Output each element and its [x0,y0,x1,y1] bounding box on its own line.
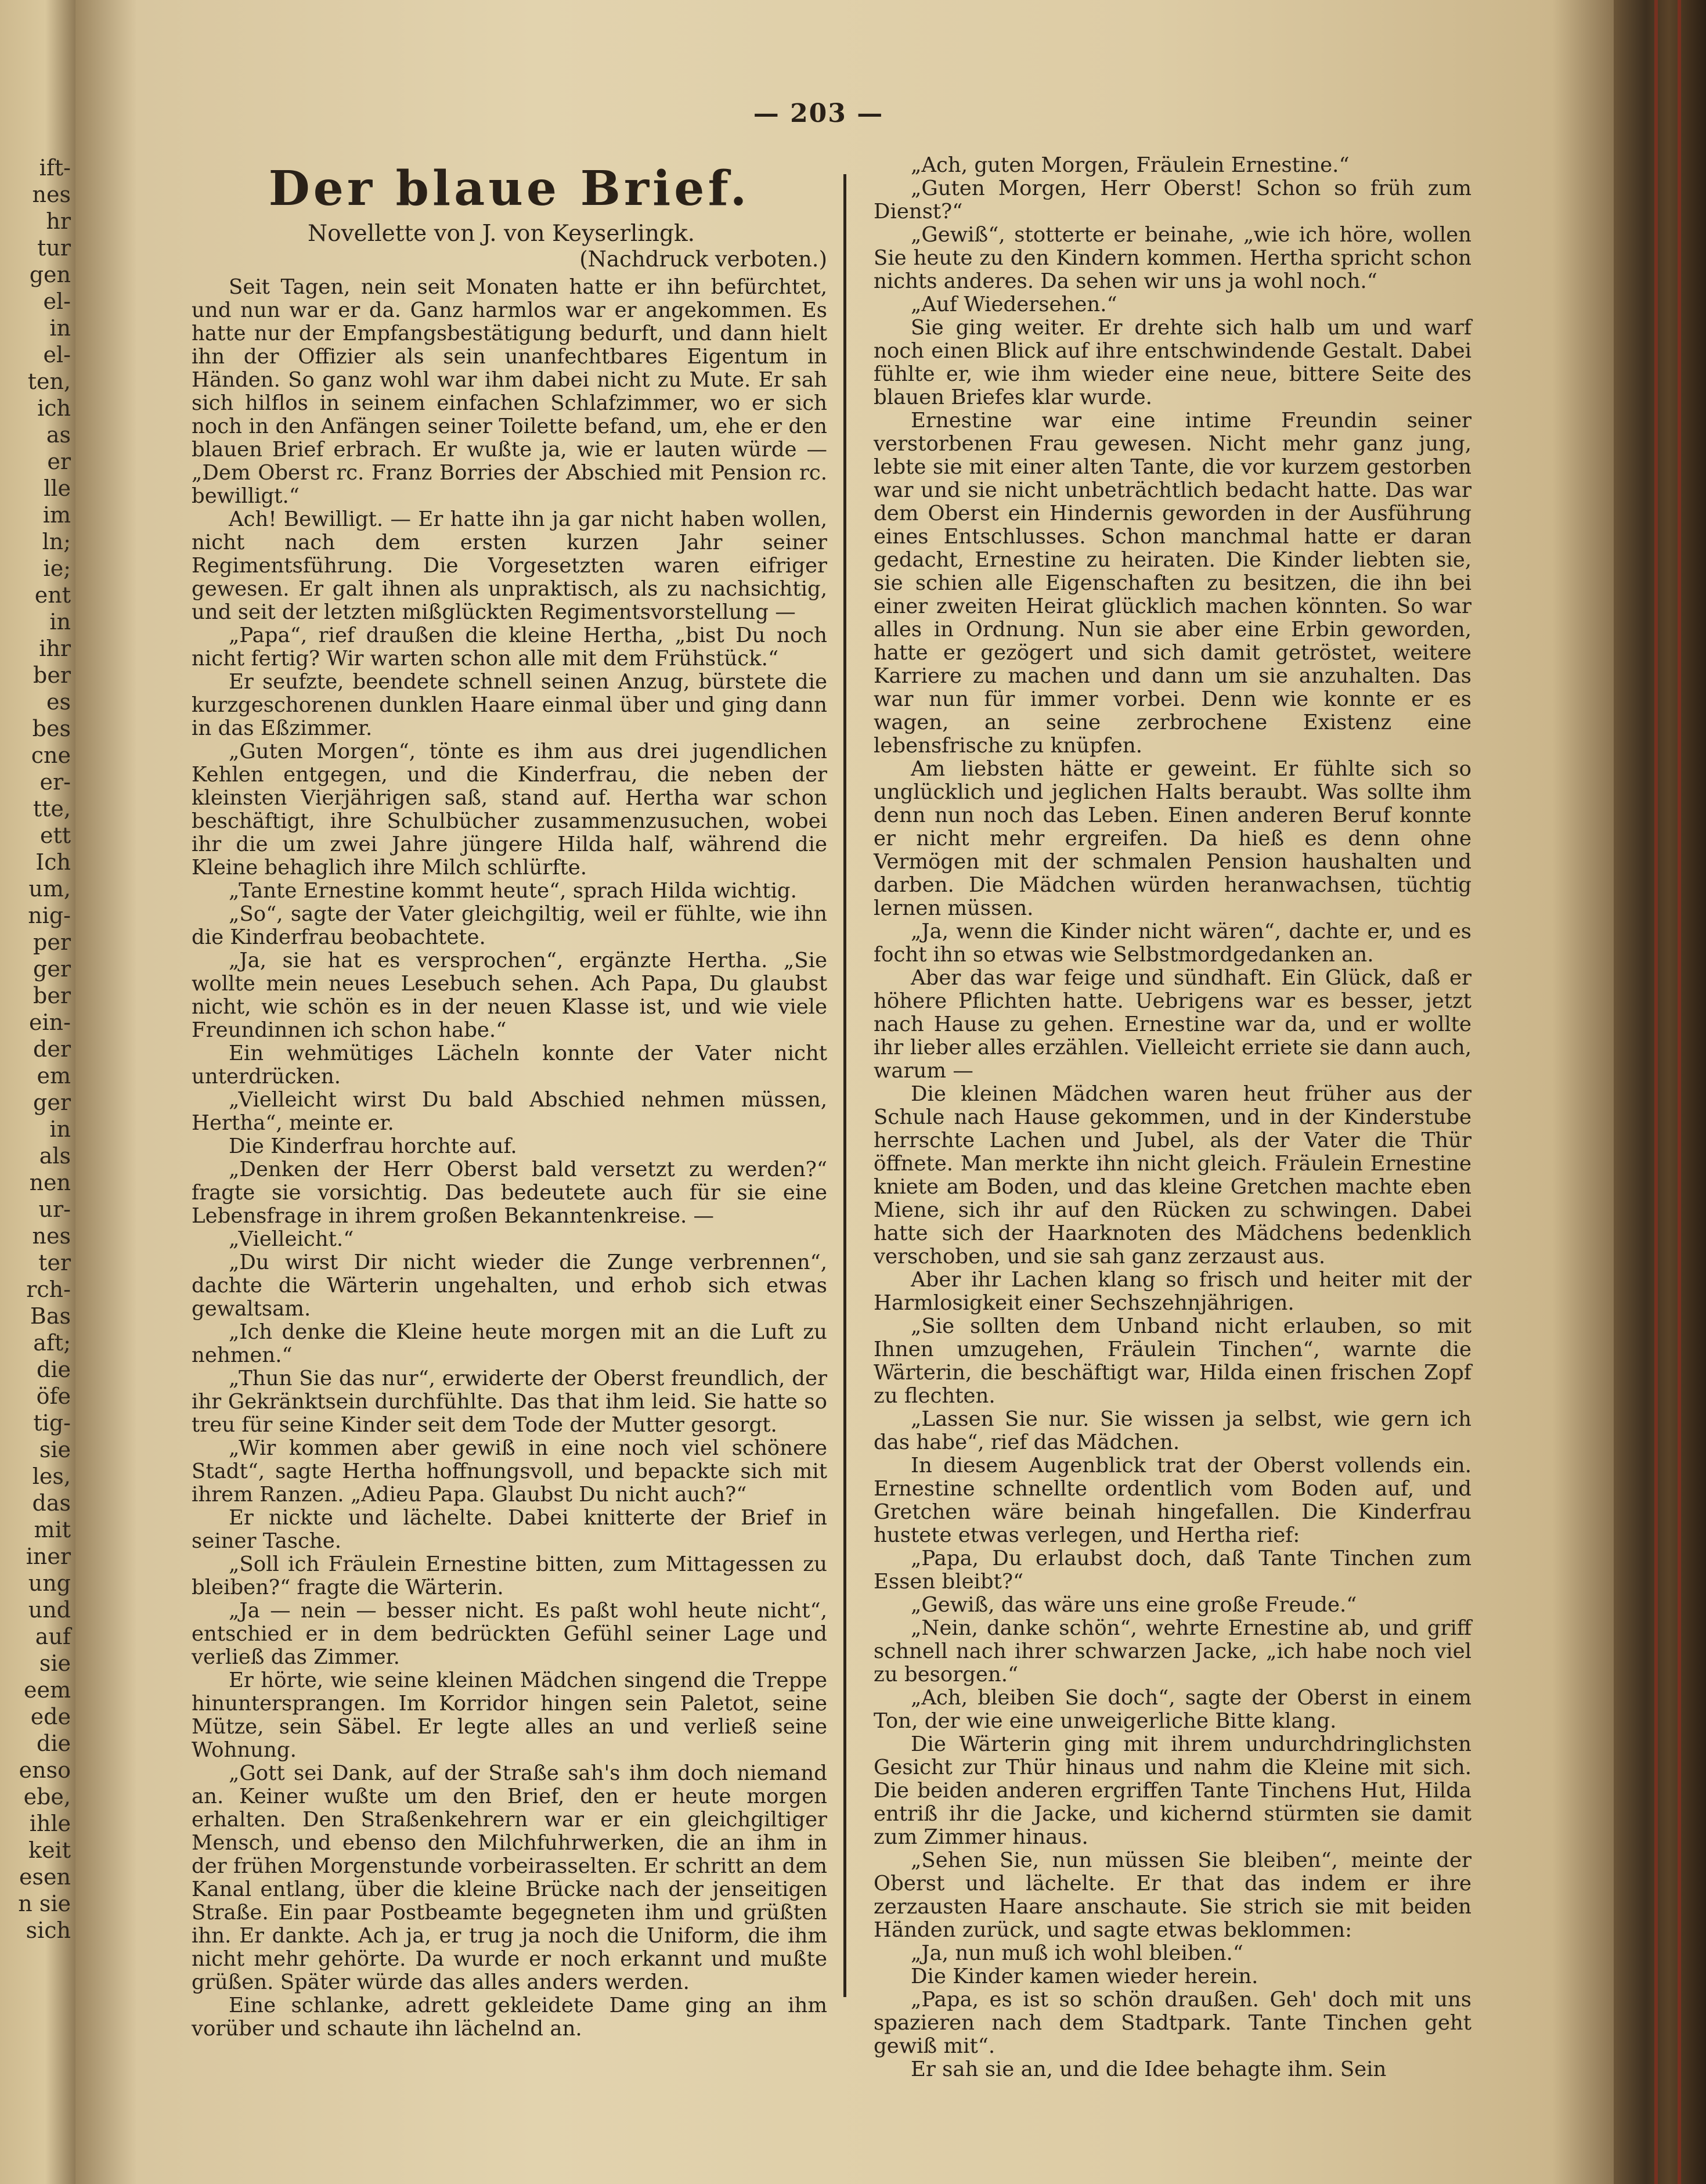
margin-fragment: als [39,1143,71,1169]
page-number: — 203 — [753,99,884,128]
margin-fragment: ift- [39,155,71,181]
margin-fragment: die [37,1731,71,1756]
paragraph: Die Wärterin ging mit ihrem undurchdringlichsten Gesicht zur Thür hinaus und nahm die Kleine mit sich. Die beiden anderen ergriffen Tante Tinchens Hut, Hilda entriß ihr die Jacke, und kichernd stürmten sie damit zum Zimmer hinaus. [874,1732,1471,1849]
paragraph: „Du wirst Dir nicht wieder die Zunge verbrennen“, dachte die Wärterin ungehalten, und erhob sich etwas gewaltsam. [192,1250,827,1321]
margin-fragment: aft; [33,1330,71,1356]
margin-fragment: ett [39,823,71,848]
paragraph: Eine schlanke, adrett gekleidete Dame ging an ihm vorüber und schaute ihn lächelnd an. [192,1994,827,2041]
paragraph: „Ja — nein — besser nicht. Es paßt wohl heute nicht“, entschied er in dem bedrückten Gefühl seiner Lage und verließ das Zimmer. [192,1599,827,1669]
paragraph: „Ja, sie hat es versprochen“, ergänzte Hertha. „Sie wollte mein neues Lesebuch sehen. Ach Papa, Du glaubst nicht, wie schön es in der neuen Klasse ist, und wie viele Freundinnen ich schon habe.“ [192,949,827,1042]
margin-fragment: ebe, [23,1784,71,1810]
paragraph: „Ach, guten Morgen, Fräulein Ernestine.“ [911,153,1350,177]
margin-fragment: Bas [30,1303,71,1329]
margin-fragment: enso [19,1757,71,1783]
margin-fragment: das [32,1490,71,1516]
margin-fragment: es [46,689,71,715]
margin-fragment: ein- [29,1010,71,1035]
paragraph: „Gewiß, das wäre uns eine große Freude.“ [911,1593,1357,1617]
paragraph: „Lassen Sie nur. Sie wissen ja selbst, wie gern ich das habe“, rief das Mädchen. [874,1407,1471,1454]
margin-fragment: er [47,449,71,474]
paragraph: „Vielleicht.“ [229,1227,354,1251]
paragraph: Er sah sie an, und die Idee behagte ihm. Sein [911,2057,1387,2081]
paragraph: Er hörte, wie seine kleinen Mädchen singend die Treppe hinuntersprangen. Im Korridor hingen sein Paletot, seine Mütze, sein Säbel. Er legte alles an und verließ seine Wohnung. [192,1668,827,1762]
margin-fragment: n sie [18,1891,71,1916]
paragraph: „Gewiß“, stotterte er beinahe, „wie ich höre, wollen Sie heute zu den Kindern kommen. Hertha spricht schon nichts anderes. Da sehen wir uns ja wohl noch.“ [874,223,1471,293]
margin-fragment: ger [33,1090,71,1115]
margin-fragment: keit [28,1837,71,1863]
margin-fragment: sie [39,1650,71,1676]
margin-fragment: sich [26,1918,71,1943]
margin-fragment: ger [33,956,71,982]
paragraph: Am liebsten hätte er geweint. Er fühlte sich so unglücklich und jeglichen Halts beraubt. Was sollte ihm denn nun noch das Leben. Einen anderen Beruf konnte er nicht mehr ergreifen. Da hieß es denn ohne Vermögen mit der schmalen Pension haushalten und darben. Die Mädchen würden heranwachsen, tüchtig lernen müssen. [874,757,1471,920]
margin-fragment: ihr [39,636,71,661]
margin-fragment: in [49,1116,71,1142]
paragraph: „Guten Morgen, Herr Oberst! Schon so früh zum Dienst?“ [874,176,1471,224]
story-byline: Novellette von J. von Keyserlingk. [308,221,695,247]
margin-fragment: ie; [43,556,71,581]
paragraph: „Denken der Herr Oberst bald versetzt zu werden?“ fragte sie vorsichtig. Das bedeutete auch für sie eine Lebensfrage in ihrem großen Bekanntenkreise. — [192,1158,827,1228]
margin-fragment: und [28,1597,71,1623]
margin-fragment: ung [28,1570,71,1596]
margin-fragment: el- [43,342,71,367]
margin-fragment: nes [32,182,71,207]
paragraph: Ein wehmütiges Lächeln konnte der Vater nicht unterdrücken. [192,1041,827,1089]
paragraph: Die kleinen Mädchen waren heut früher aus der Schule nach Hause gekommen, und in der Kinderstube herrschte Lachen und Jubel, als der Vater die Thür öffnete. Man merkte ihn nicht gleich. Fräulein Ernestine kniete am Boden, und das kleine Gretchen machte eben Miene, sich ihr auf den Rücken zu schwingen. Dabei hatte sich der Haarknoten des Mädchens bedenklich verschoben, und sie sah ganz zerzaust aus. [874,1082,1471,1268]
margin-fragment: eem [23,1677,71,1703]
margin-fragment: nig- [28,903,71,928]
paragraph: Sie ging weiter. Er drehte sich halb um und warf noch einen Blick auf ihre entschwindende Gestalt. Dabei fühlte er, wie ihm wieder eine neue, bittere Seite des blauen Briefes klar wurde. [874,316,1471,409]
paragraph: „Sehen Sie, nun müssen Sie bleiben“, meinte der Oberst und lächelte. Er that das indem er ihre zerzausten Haare anschaute. Sie strich sie mit beiden Händen zurück, und sagte etwas beklommen: [874,1848,1471,1942]
paragraph: „Auf Wiedersehen.“ [911,293,1117,316]
paragraph: Die Kinder kamen wieder herein. [911,1965,1258,1988]
paragraph: „Ja, nun muß ich wohl bleiben.“ [911,1941,1243,1965]
paragraph: Aber ihr Lachen klang so frisch und heiter mit der Harmlosigkeit einer Sechszehnjährigen. [874,1268,1471,1315]
paragraph: Die Kinderfrau horchte auf. [229,1134,517,1158]
paragraph: Er nickte und lächelte. Dabei knitterte der Brief in seiner Tasche. [192,1506,827,1553]
margin-fragment: sie [39,1437,71,1462]
margin-fragment: die [37,1357,71,1382]
paragraph: „Vielleicht wirst Du bald Abschied nehmen müssen, Hertha“, meinte er. [192,1088,827,1135]
paragraph: „Ja, wenn die Kinder nicht wären“, dachte er, und es focht ihn so etwas wie Selbstmordgedanken an. [874,920,1471,967]
paragraph: „Tante Ernestine kommt heute“, sprach Hilda wichtig. [229,879,797,903]
paragraph: „Wir kommen aber gewiß in eine noch viel schönere Stadt“, sagte Hertha hoffnungsvoll, und bepackte sich mit ihrem Ranzen. „Adieu Papa. Glaubst Du nicht auch?“ [192,1436,827,1507]
margin-fragment: mit [34,1517,71,1543]
column-divider [843,174,846,1997]
margin-fragment: ihle [29,1811,71,1836]
paragraph: Ernestine war eine intime Freundin seiner verstorbenen Frau gewesen. Nicht mehr ganz jung, lebte sie mit einer alten Tante, die vor kurzem gestorben war und sie nicht unbeträchtlich bedacht hatte. Das war dem Oberst ein Hindernis geworden in der Ausführung eines Entschlusses. Schon manchmal hatte er daran gedacht, Ernestine zu heiraten. Die Kinder liebten sie, sie schien alle Eigenschaften zu besitzen, die ihn bei einer zweiten Heirat glücklich machen könnten. So war alles in Ordnung. Nun sie aber eine Erbin geworden, hatte er gezögert und sich damit getröstet, weitere Karriere zu machen und dann um sie anzuhalten. Das war nun für immer vorbei. Denn wie konnte er es wagen, an seine zerbrochene Existenz eine lebensfrische zu knüpfen. [874,409,1471,758]
paragraph: „Nein, danke schön“, wehrte Ernestine ab, und griff schnell nach ihrer schwarzen Jacke, „ich habe noch viel zu besorgen.“ [874,1616,1471,1686]
margin-fragment: per [33,929,71,955]
margin-fragment: öfe [36,1383,71,1409]
right-column-text [874,154,1471,2081]
paragraph: Seit Tagen, nein seit Monaten hatte er ihn befürchtet, und nun war er da. Ganz harmlos war er angekommen. Es hatte nur der Empfangsbestätigung bedurft, und dann hielt ihn der Offizier als sein unanfechtbares Eigentum in Händen. So ganz wohl war ihm dabei nicht zu Mute. Er sah sich hilflos in seinem einfachen Schlafzimmer, wo er sich noch in den Anfängen seiner Toilette befand, um, ehe er den blauen Brief erbrach. Er wußte ja, wie er lauten würde — „Dem Oberst rc. Franz Borries der Abschied mit Pension rc. bewilligt.“ [192,275,827,508]
margin-fragment: em [37,1063,71,1089]
margin-fragment: nes [32,1223,71,1249]
paragraph: „Soll ich Fräulein Ernestine bitten, zum Mittagessen zu bleiben?“ fragte die Wärterin. [192,1552,827,1599]
paragraph: „Ach, bleiben Sie doch“, sagte der Oberst in einem Ton, der wie eine unweigerliche Bitte klang. [874,1686,1471,1733]
paragraph: „Thun Sie das nur“, erwiderte der Oberst freundlich, der ihr Gekränktsein durchfühlte. Das that ihm leid. Sie hatte so treu für seine Kinder seit dem Tode der Mutter gesorgt. [192,1367,827,1437]
margin-fragment: der [33,1036,71,1062]
margin-fragment: el- [43,289,71,314]
paragraph: Er seufzte, beendete schnell seinen Anzug, bürstete die kurzgeschorenen dunklen Haare einmal über und ging dann in das Eßzimmer. [192,670,827,740]
margin-fragment: hr [46,208,71,234]
margin-fragment: in [49,315,71,341]
margin-fragment: Ich [35,849,71,875]
margin-fragment: auf [35,1624,71,1649]
story-title: Der blaue Brief. [268,161,751,217]
margin-fragment: ln; [42,529,71,554]
margin-fragment: tte, [33,796,71,821]
margin-fragment: rch- [26,1277,71,1302]
paragraph: „Sie sollten dem Unband nicht erlauben, so mit Ihnen umzugehen, Fräulein Tinchen“, warnte die Wärterin, die beschäftigt war, Hilda einen frischen Zopf zu flechten. [874,1314,1471,1408]
margin-fragment: tur [37,235,71,261]
right-column [874,154,1471,2081]
margin-fragment: in [49,609,71,635]
margin-fragment: er- [39,769,71,795]
margin-fragment: ber [33,662,71,688]
paragraph: „So“, sagte der Vater gleichgiltig, weil er fühlte, wie ihn die Kinderfrau beobachtete. [192,902,827,949]
margin-fragment: nen [29,1170,71,1195]
book-spine-edge [1614,0,1706,2184]
margin-fragment: tig- [33,1410,71,1436]
margin-fragment: les, [32,1464,71,1489]
left-column [192,154,827,2041]
margin-fragment: esen [19,1864,71,1890]
paragraph: Aber das war feige und sündhaft. Ein Glück, daß er höhere Pflichten hatte. Uebrigens war es besser, jetzt nach Hause zu gehen. Ernestine war da, und er wollte ihr lieber alles erzählen. Vielleicht erriete sie dann auch, warum — [874,966,1471,1083]
paragraph: „Papa, es ist so schön draußen. Geh' doch mit uns spazieren nach dem Stadtpark. Tante Tinchen geht gewiß mit“. [874,1988,1471,2058]
margin-fragment: ich [37,395,71,421]
margin-fragment: ede [30,1704,71,1729]
margin-fragment: im [42,502,71,528]
paragraph: In diesem Augenblick trat der Oberst vollends ein. Ernestine schnellte ordentlich vom Boden auf, und Gretchen wäre beinah hingefallen. Die Kinderfrau hustete etwas verlegen, und Hertha rief: [874,1454,1471,1547]
paragraph: „Gott sei Dank, auf der Straße sah's ihm doch niemand an. Keiner wußte um den Brief, den er heute morgen erhalten. Den Straßenkehrern war er ein gleichgiltiger Mensch, und ebenso den Milchfuhrwerken, die an ihm in der frühen Morgenstunde vorbeirasselten. Er schritt an dem Kanal entlang, über die kleine Brücke nach der jenseitigen Straße. Ein paar Postbeamte begegneten ihm und grüßten ihn. Er dankte. Ach ja, er trug ja noch die Uniform, die ihm nicht mehr gehörte. Da wurde er noch erkannt und mußte grüßen. Später würde das alles anders werden. [192,1761,827,1994]
margin-fragment: cne [31,743,71,768]
margin-fragment: as [46,422,71,448]
margin-fragment: ber [33,983,71,1008]
margin-fragment: bes [32,716,71,741]
margin-fragment: ur- [38,1196,71,1222]
margin-fragment: gen [29,262,71,287]
paragraph: „Papa“, rief draußen die kleine Hertha, „bist Du noch nicht fertig? Wir warten schon alle mit dem Frühstück.“ [192,624,827,671]
paragraph: „Ich denke die Kleine heute morgen mit an die Luft zu nehmen.“ [192,1320,827,1367]
paragraph: Ach! Bewilligt. — Er hatte ihn ja gar nicht haben wollen, nicht nach dem ersten kurzen Jahr seiner Regimentsführung. Die Vorgesetzten waren eifriger gewesen. Er galt ihnen als unpraktisch, als zu nachsichtig, und seit der letzten mißglückten Regimentsvorstellung — [192,507,827,624]
margin-fragment: lle [44,475,71,501]
previous-page-edge [0,0,75,2184]
margin-fragment: ten, [27,369,71,394]
paragraph: „Papa, Du erlaubst doch, daß Tante Tinchen zum Essen bleibt?“ [874,1547,1471,1594]
margin-fragment: iner [26,1544,71,1569]
left-column-text [192,276,827,2041]
margin-fragment: ent [34,582,71,608]
margin-fragment: ter [38,1250,71,1275]
reprint-notice: (Nachdruck verboten.) [579,247,827,272]
paragraph: „Guten Morgen“, tönte es ihm aus drei jugendlichen Kehlen entgegen, und die Kinderfrau, die neben der kleinsten Vierjährigen saß, stand auf. Hertha war schon beschäftigt, ihre Schulbücher zusammenzusuchen, wobei ihr die um zwei Jahre jüngere Hilda half, während die Kleine behaglich ihre Milch schlürfte. [192,740,827,880]
margin-fragment: um, [28,876,71,902]
